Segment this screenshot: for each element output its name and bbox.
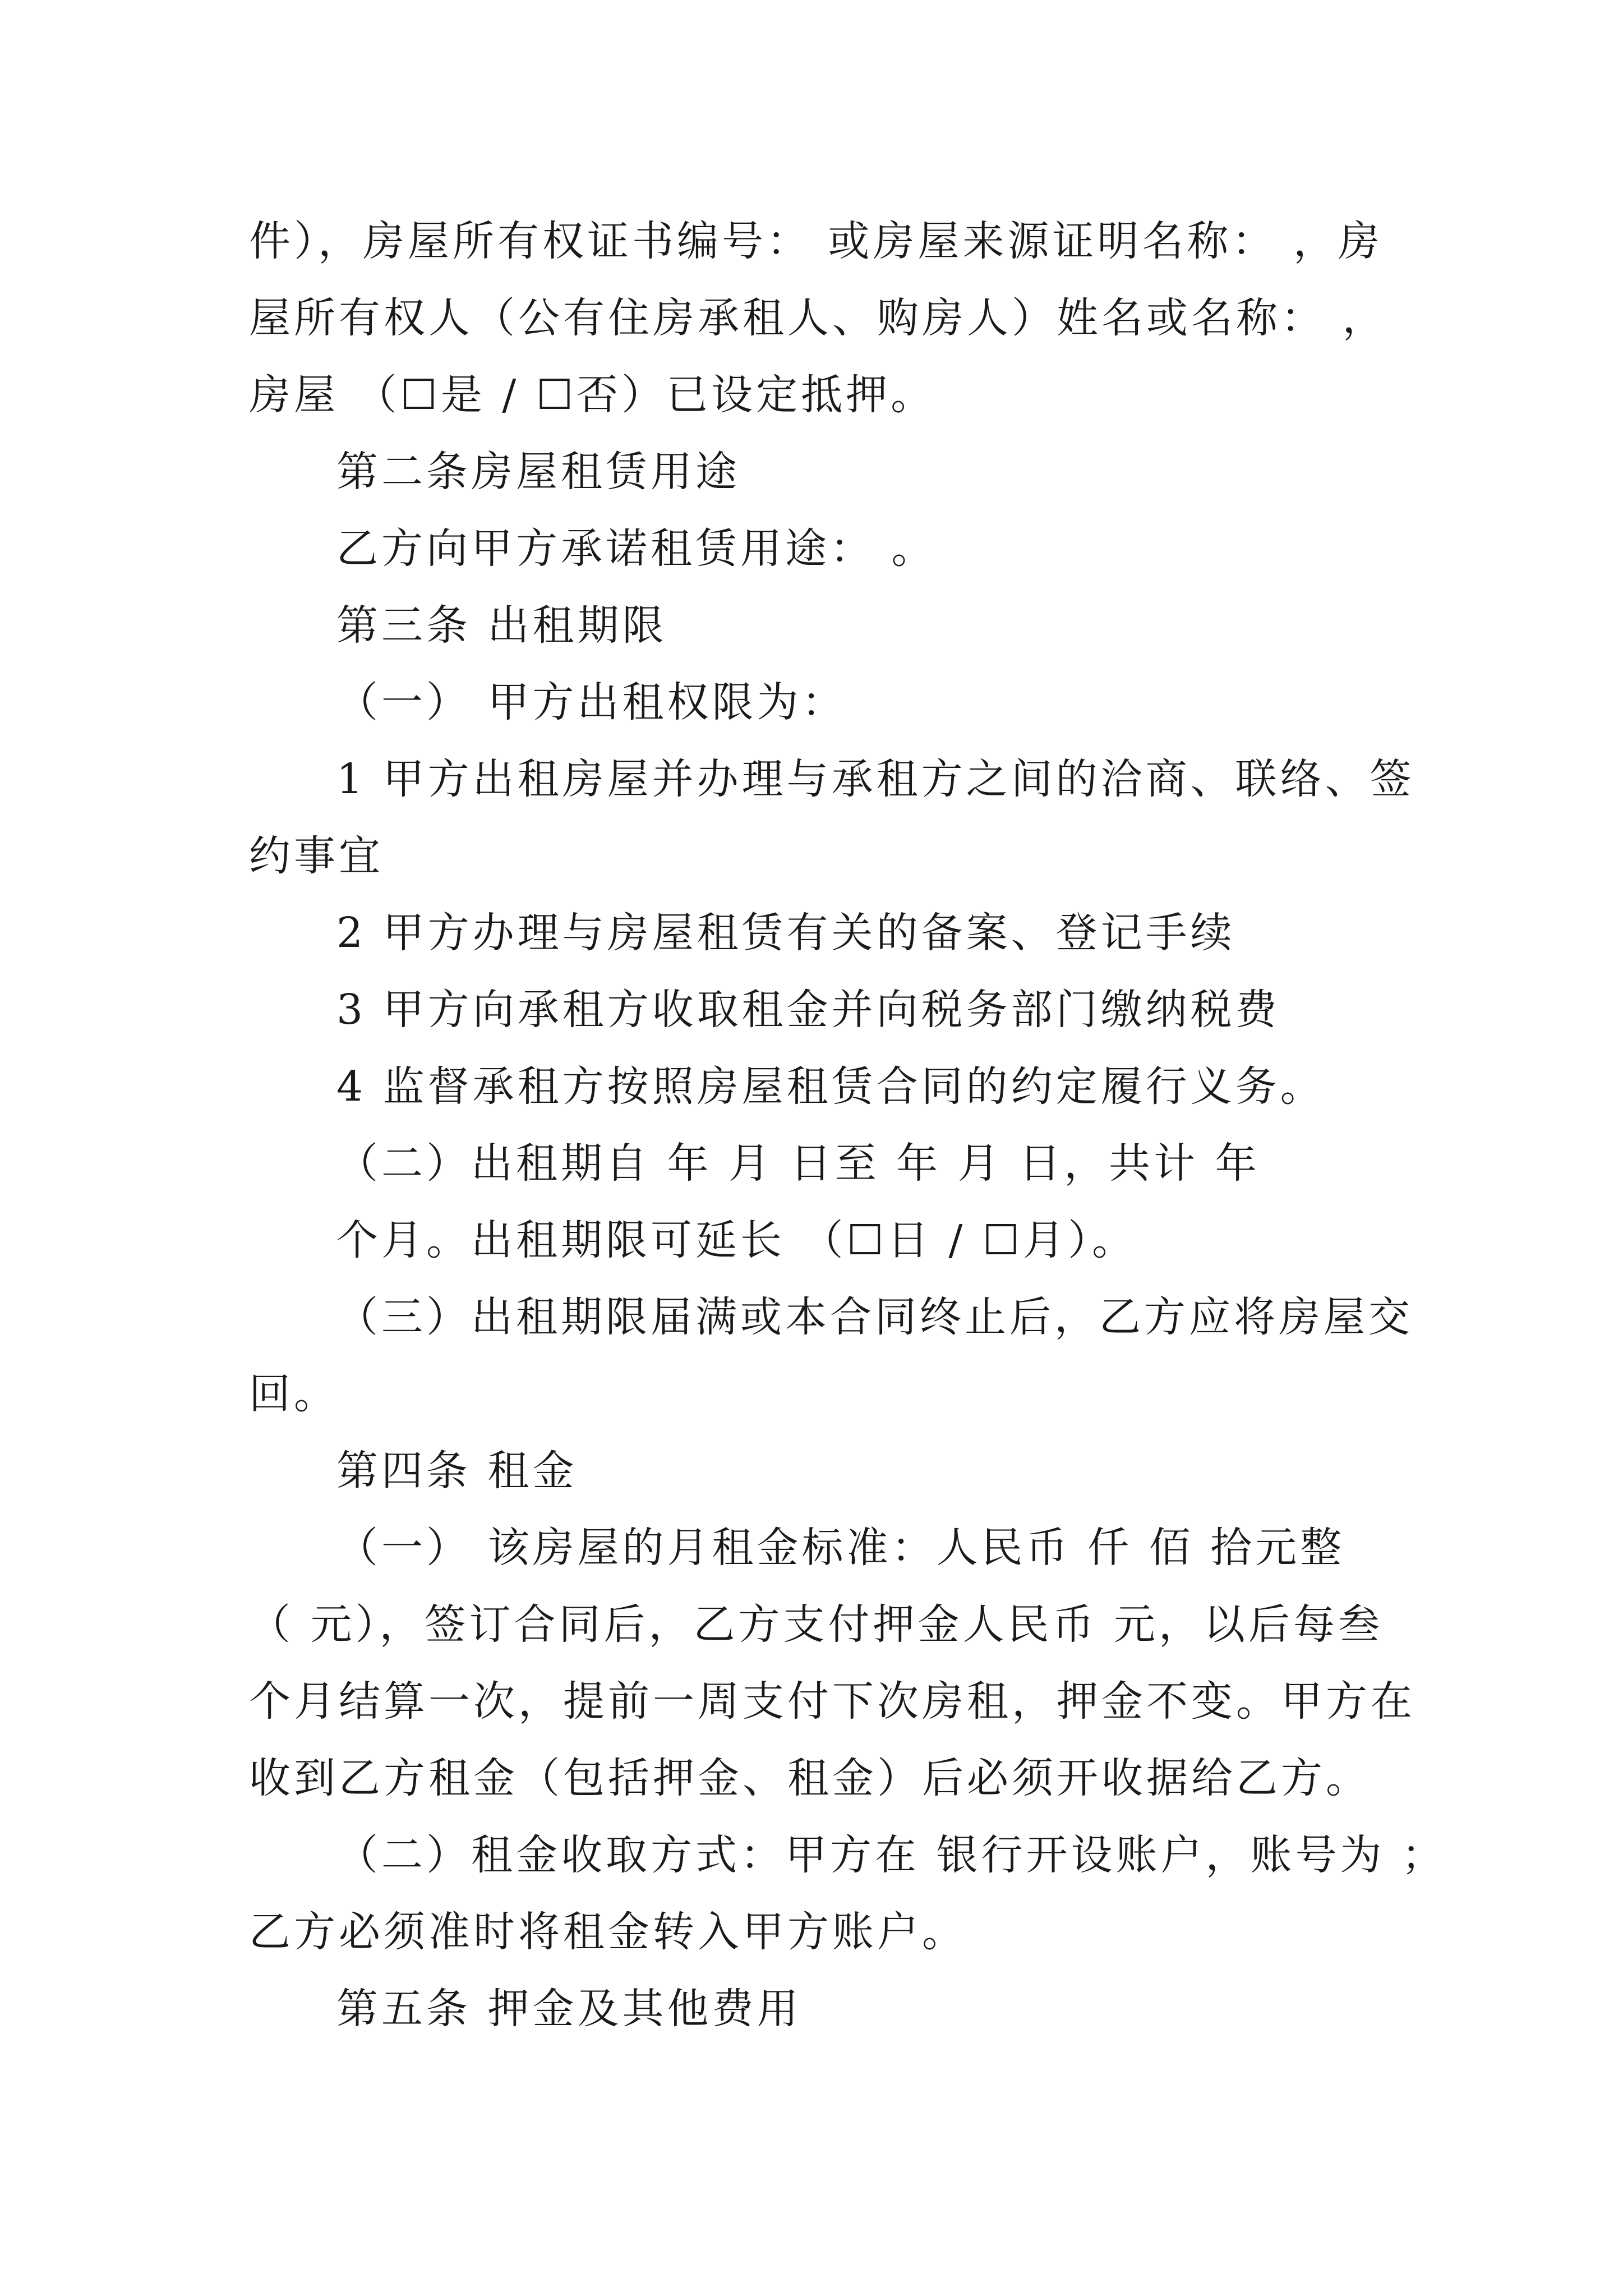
- text-line: 个月结算一次，提前一周支付下次房租，押金不变。甲方在: [249, 1677, 1415, 1726]
- text-line: 乙方向甲方承诺租赁用途： 。: [336, 524, 937, 573]
- text-line: 4 监督承租方按照房屋租赁合同的约定履行义务。: [336, 1062, 1325, 1111]
- text-line: 2 甲方办理与房屋租赁有关的备案、登记手续: [336, 909, 1235, 957]
- text-line: 约事宜: [249, 832, 384, 880]
- text-line: （二）租金收取方式：甲方在 银行开设账户，账号为 ；: [336, 1831, 1447, 1879]
- text-line: 件），房屋所有权证书编号： 或房屋来源证明名称： ，房: [249, 217, 1384, 265]
- text-line: （二）出租期自 年 月 日至 年 月 日，共计 年: [336, 1139, 1260, 1188]
- text-line: 房屋 （☐是 / ☐否）已设定抵押。: [249, 371, 936, 419]
- section-heading: 第二条房屋租赁用途: [336, 448, 740, 496]
- text-line: 回。: [249, 1370, 339, 1418]
- text-line: 收到乙方租金（包括押金、租金）后必须开收据给乙方。: [249, 1754, 1371, 1802]
- text-line: （ 元），签订合同后，乙方支付押金人民币 元，以后每叁: [249, 1600, 1384, 1649]
- text-line: 1 甲方出租房屋并办理与承租方之间的洽商、联络、签: [336, 755, 1415, 803]
- text-line: （一） 该房屋的月租金标准：人民币 仟 佰 拾元整: [336, 1524, 1345, 1572]
- section-heading: 第五条 押金及其他费用: [336, 1985, 802, 2033]
- text-line: 个月。出租期限可延长 （☐日 / ☐月）。: [336, 1216, 1137, 1264]
- text-line: 乙方必须准时将租金转入甲方账户。: [249, 1908, 967, 1956]
- text-line: 3 甲方向承租方收取租金并向税务部门缴纳税费: [336, 986, 1280, 1034]
- section-heading: 第三条 出租期限: [336, 601, 667, 650]
- text-line: （三）出租期限届满或本合同终止后，乙方应将房屋交: [336, 1293, 1413, 1341]
- text-line: 屋所有权人（公有住房承租人、购房人）姓名或名称： ，: [249, 294, 1387, 342]
- section-heading: 第四条 租金: [336, 1447, 578, 1495]
- text-line: （一） 甲方出租权限为：: [336, 678, 847, 726]
